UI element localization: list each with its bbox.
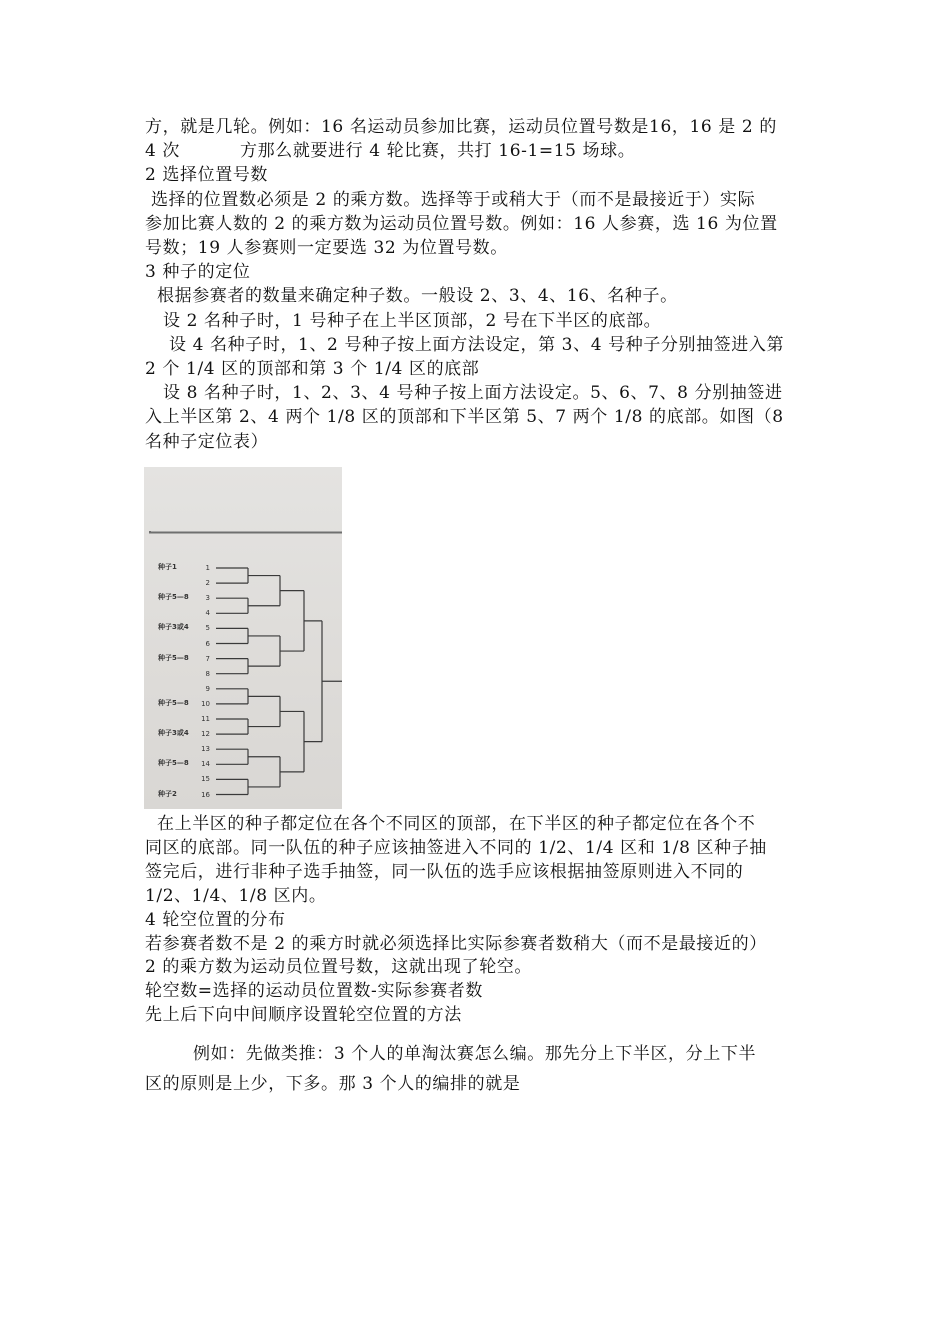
- bracket-lines: [216, 568, 342, 795]
- text-line: 入上半区第 2、4 两个 1/8 区的顶部和下半区第 5、7 两个 1/8 的底部。如图（8: [145, 407, 784, 428]
- text-line: 1/2、1/4、1/8 区内。: [145, 885, 327, 906]
- position-number: 1: [205, 564, 210, 572]
- text-line: 4 轮空位置的分布: [145, 909, 286, 930]
- text-line: 参加比赛人数的 2 的乘方数为运动员位置号数。例如：16 人参赛，选 16 为位置: [145, 213, 778, 234]
- text-line: 根据参赛者的数量来确定种子数。一般设 2、3、4、16、名种子。: [145, 286, 678, 307]
- page-edge-wave: [150, 531, 342, 533]
- text-line: 先上后下向中间顺序设置轮空位置的方法: [145, 1005, 462, 1026]
- position-number: 7: [205, 654, 210, 663]
- text-line: 2 选择位置号数: [145, 165, 269, 186]
- seed-label: 种子2: [158, 789, 177, 798]
- seed-label: 种子3或4: [158, 729, 189, 738]
- seed-label: 种子5—8: [158, 759, 189, 768]
- position-number: 4: [205, 609, 210, 618]
- text-line: 2 个 1/4 区的顶部和第 3 个 1/4 区的底部: [145, 359, 480, 379]
- seed-label: 种子5—8: [158, 698, 189, 707]
- position-number: 5: [205, 624, 210, 633]
- text-line: 若参赛者数不是 2 的乘方时就必须选择比实际参赛者数稍大（而不是最接近的）: [145, 933, 767, 954]
- text-line: 4 次 方那么就要进行 4 轮比赛，共打 16-1=15 场球。: [145, 141, 636, 162]
- position-number: 2: [205, 579, 210, 588]
- position-number: 3: [205, 594, 210, 603]
- text-line: 选择的位置数必须是 2 的乘方数。选择等于或稍大于（而不是最接近于）实际: [145, 189, 756, 210]
- text-line: 签完后，进行非种子选手抽签，同一队伍的选手应该根据抽签原则进入不同的: [145, 861, 744, 882]
- position-number: 16: [201, 790, 210, 799]
- position-number: 14: [201, 760, 210, 769]
- seed-label: 种子3或4: [158, 623, 189, 632]
- position-number: 8: [205, 669, 210, 678]
- position-number: 6: [205, 639, 210, 648]
- position-number: 9: [205, 684, 210, 693]
- bracket-diagram: [144, 467, 342, 809]
- text-line: 号数；19 人参赛则一定要选 32 为位置号数。: [145, 238, 508, 258]
- text-line: 方，就是几轮。例如：16 名运动员参加比赛，运动员位置号数是16，16 是 2 的: [145, 117, 777, 137]
- text-line: 设 4 名种子时，1、2 号种子按上面方法设定，第 3、4 号种子分别抽签进入第: [145, 334, 785, 355]
- seed-label: 种子5—8: [158, 593, 189, 602]
- text-line: 区的原则是上少，下多。那 3 个人的编排的就是: [145, 1074, 521, 1094]
- text-line: 轮空数=选择的运动员位置数-实际参赛者数: [145, 981, 483, 1002]
- text-line: 同区的底部。同一队伍的种子应该抽签进入不同的 1/2、1/4 区和 1/8 区种子抽: [145, 837, 767, 858]
- position-number: 13: [201, 745, 210, 754]
- text-line: 例如：先做类推：3 个人的单淘汰赛怎么编。那先分上下半区，分上下半: [145, 1044, 757, 1064]
- position-number: 11: [201, 715, 210, 723]
- position-number: 15: [201, 775, 210, 784]
- text-line: 设 2 名种子时，1 号种子在上半区顶部，2 号在下半区的底部。: [145, 310, 662, 331]
- position-number: 12: [201, 730, 210, 739]
- text-line: 2 的乘方数为运动员位置号数，这就出现了轮空。: [145, 957, 533, 978]
- seed-bracket-figure: [144, 467, 342, 809]
- position-number: 10: [201, 699, 210, 708]
- text-line: 名种子定位表）: [145, 431, 269, 452]
- text-line: 3 种子的定位: [145, 262, 251, 283]
- text-line: 设 8 名种子时，1、2、3、4 号种子按上面方法设定。5、6、7、8 分别抽签进: [145, 383, 783, 404]
- seed-label: 种子1: [158, 563, 177, 571]
- seed-label: 种子5—8: [158, 653, 189, 662]
- text-line: 在上半区的种子都定位在各个不同区的顶部，在下半区的种子都定位在各个不: [145, 814, 756, 834]
